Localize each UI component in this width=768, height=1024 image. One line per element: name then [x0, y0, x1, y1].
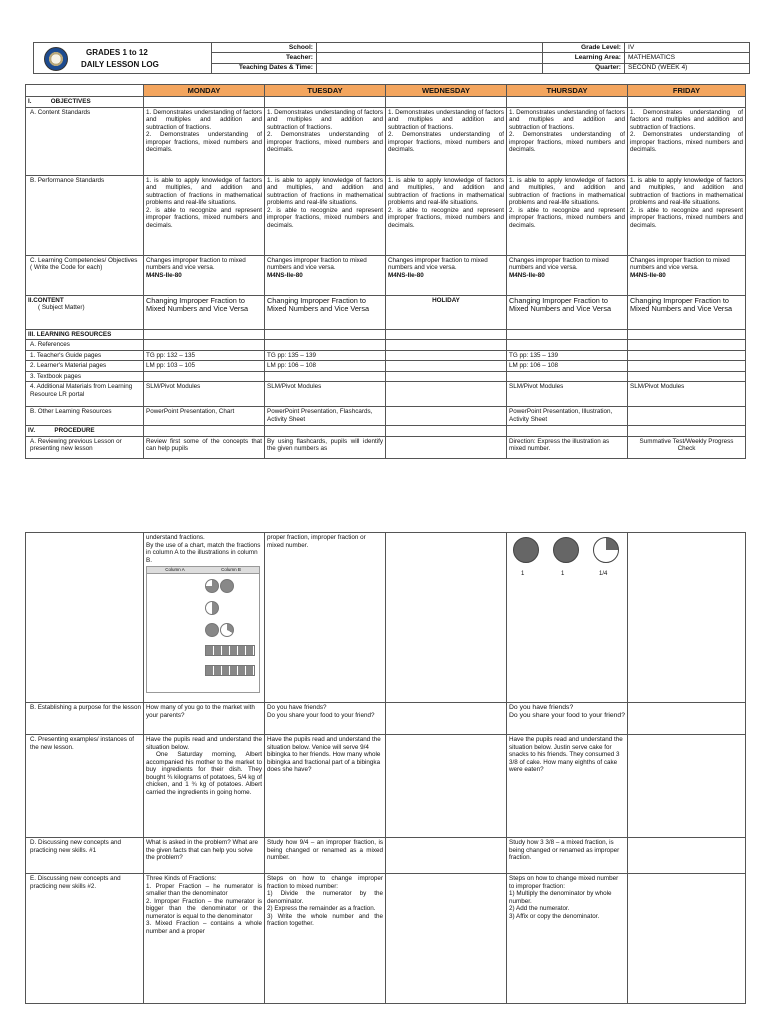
presenting-monday: [144, 735, 265, 838]
review-mon-text-2: By the use of a chart, match the fractions in column A to the illustrations in column B.: [146, 541, 261, 564]
tg-label: 1. Teacher's Guide pages: [26, 350, 144, 361]
pie-illustration: [220, 579, 234, 593]
chart-item: [205, 601, 255, 623]
cell: [386, 371, 507, 382]
review-cont-wednesday: [386, 533, 507, 703]
purpose-tue-2: Do you share your food to your friend?: [267, 711, 375, 719]
tg-friday: [628, 350, 746, 361]
teacher-field[interactable]: [317, 53, 543, 63]
cs-text-2: 2. Demonstrates understanding of improper fractions, mixed numbers and decimals.: [388, 131, 504, 154]
chart-header: [147, 567, 259, 573]
cell: [265, 340, 386, 351]
presenting-tuesday: Have the pupils read and understand the situation below. Venice will serve 9/4 bibingka to her friends. How many whole bibingka and fractional part of a bibingka does she have?: [265, 735, 386, 838]
illustration-label: 1/4: [599, 571, 608, 577]
ps-text-1: 1. is able to apply knowledge of factors and multiples, and addition and subtraction of fractions in mathematical problems and real-life situations.: [267, 176, 383, 207]
other-tuesday: PowerPoint Presentation, Flashcards, Activity Sheet: [265, 407, 386, 426]
chart-item: [205, 579, 255, 601]
lm-label: 2. Learner's Material pages: [26, 361, 144, 372]
lesson-table-page2: [25, 532, 746, 1004]
day-header-blank: [26, 85, 144, 97]
other-thursday: PowerPoint Presentation, Illustration, Activity Sheet: [507, 407, 628, 426]
discussing2-label: E. Discussing new concepts and practicing new skills #2.: [26, 874, 144, 1004]
day-header-wednesday: WEDNESDAY: [386, 85, 507, 97]
cell: [386, 340, 507, 351]
performance-standards-label: B. Performance Standards: [26, 175, 144, 255]
d2-tue-3: 3) Write the whole number and the fraction together.: [267, 912, 383, 928]
lc-code: M4NS-IIe-80: [630, 271, 666, 279]
d2-thu-0: Steps on how to change mixed number to improper fraction:: [509, 875, 619, 890]
presenting-friday: [628, 735, 746, 838]
lc-text: Changes improper fraction to mixed numbers and vice versa.: [630, 256, 730, 272]
purpose-thu-1: Do you have friends?: [509, 704, 574, 711]
additional-tuesday: SLM/Pivot Modules: [265, 382, 386, 407]
content-standards-wednesday: [386, 107, 507, 175]
d2-tue-0: Steps on how to change improper fraction to mixed number:: [267, 875, 383, 890]
objectives-heading: [26, 97, 144, 108]
presenting-wednesday: [386, 735, 507, 838]
quarter-label: Quarter:: [543, 63, 625, 73]
lc-code: M4NS-IIe-80: [388, 271, 424, 279]
cell: [507, 340, 628, 351]
lm-thursday: LM pp: 106 – 108: [507, 361, 628, 372]
competencies-label: C. Learning Competencies/ Objectives ( Write the Code for each): [26, 255, 144, 295]
dates-label: Teaching Dates & Time:: [212, 63, 317, 73]
illustration-label: 1: [561, 571, 565, 577]
resources-heading: III. LEARNING RESOURCES: [26, 329, 144, 340]
objectives-label: OBJECTIVES: [50, 98, 91, 105]
additional-wednesday: [386, 382, 507, 407]
procedure-heading: [26, 426, 144, 437]
cell: [144, 97, 265, 108]
cs-text-1: 1. Demonstrates understanding of factors and multiples and addition and subtraction of fractions.: [146, 108, 262, 131]
content-tuesday: Changing Improper Fraction to Mixed Numbers and Vice Versa: [265, 295, 386, 329]
content-standards-friday: [628, 107, 746, 175]
cell: [265, 329, 386, 340]
pie-illustration: [205, 579, 219, 593]
bar-illustration: [205, 645, 255, 656]
d2-mon-0: Three Kinds of Fractions:: [146, 875, 217, 882]
discussing1-label: D. Discussing new concepts and practicing new skills. #1: [26, 838, 144, 874]
illustration-label: 1: [521, 571, 525, 577]
discussing1-wednesday: [386, 838, 507, 874]
purpose-monday: How many of you go to the market with your parents?: [144, 703, 265, 735]
cell: [265, 97, 386, 108]
lc-code: M4NS-IIe-80: [509, 271, 545, 279]
cell: [265, 426, 386, 437]
content-thursday: Changing Improper Fraction to Mixed Numbers and Vice Versa: [507, 295, 628, 329]
grade-value[interactable]: IV: [625, 43, 750, 53]
performance-standards-friday: [628, 175, 746, 255]
objectives-num: I.: [28, 98, 32, 105]
cs-text-1: 1. Demonstrates understanding of factors and multiples and addition and subtraction of fractions.: [509, 108, 625, 131]
other-wednesday: [386, 407, 507, 426]
matching-chart-image: [146, 566, 260, 693]
tg-thursday: TG pp: 135 – 139: [507, 350, 628, 361]
textbook-label: 3. Textbook pages: [26, 371, 144, 382]
cell: [144, 371, 265, 382]
ps-text-2: 2. is able to recognize and represent improper fractions, mixed numbers and decimals.: [630, 206, 743, 229]
day-header-tuesday: TUESDAY: [265, 85, 386, 97]
area-label: Learning Area:: [543, 53, 625, 63]
additional-thursday: SLM/Pivot Modules: [507, 382, 628, 407]
lc-code: M4NS-IIe-80: [146, 271, 182, 279]
content-standards-monday: [144, 107, 265, 175]
purpose-friday: [628, 703, 746, 735]
content-monday: Changing Improper Fraction to Mixed Numbers and Vice Versa: [144, 295, 265, 329]
ps-text-2: 2. is able to recognize and represent improper fractions, mixed numbers and decimals.: [146, 206, 262, 229]
cell: [386, 329, 507, 340]
other-friday: [628, 407, 746, 426]
competencies-wednesday: [386, 255, 507, 295]
deped-seal-logo: [44, 47, 68, 71]
discussing1-thursday: Study how 3 3/8 – a mixed fraction, is being changed or renamed as improper fraction.: [507, 838, 628, 874]
review-cont-thursday: [507, 533, 628, 703]
lc-text: Changes improper fraction to mixed numbers and vice versa.: [267, 256, 367, 272]
competencies-tuesday: [265, 255, 386, 295]
lc-text: Changes improper fraction to mixed numbers and vice versa.: [388, 256, 488, 272]
tg-monday: TG pp: 132 – 135: [144, 350, 265, 361]
content-label: II.CONTENT: [28, 296, 64, 304]
cell: [144, 329, 265, 340]
cell: [507, 329, 628, 340]
content-label-cell: [26, 295, 144, 329]
content-standards-thursday: [507, 107, 628, 175]
title-line-2: DAILY LESSON LOG: [81, 60, 159, 69]
purpose-tue-1: Do you have friends?: [267, 704, 327, 711]
pie-illustration: [205, 623, 219, 637]
ps-text-1: 1. is able to apply knowledge of factors and multiples, and addition and subtraction of fractions in mathematical problems and real-life situations.: [388, 176, 504, 207]
day-header-friday: FRIDAY: [628, 85, 746, 97]
cell: [507, 426, 628, 437]
dates-field[interactable]: [317, 63, 543, 73]
discussing1-friday: [628, 838, 746, 874]
lm-tuesday: LM pp: 106 – 108: [265, 361, 386, 372]
discussing1-monday: What is asked in the problem? What are the given facts that can help you solve the problem?: [144, 838, 265, 874]
chart-item: [205, 623, 255, 645]
cell: [628, 340, 746, 351]
cell: [628, 97, 746, 108]
review-cont-label: [26, 533, 144, 703]
performance-standards-monday: [144, 175, 265, 255]
review-thursday: Direction: Express the illustration as mixed number.: [507, 436, 628, 458]
discussing2-friday: [628, 874, 746, 1004]
cell: [507, 97, 628, 108]
ps-text-1: 1. is able to apply knowledge of factors and multiples, and addition and subtraction of fractions in mathematical problems and real-life situations.: [630, 176, 743, 207]
whole-circle-illustration: [553, 537, 579, 563]
d2-tue-1: 1) Divide the numerator by the denominator.: [267, 890, 383, 905]
lm-wednesday: [386, 361, 507, 372]
day-header-thursday: THURSDAY: [507, 85, 628, 97]
cs-text-2: 2. Demonstrates understanding of improper fractions, mixed numbers and decimals.: [509, 131, 625, 154]
title-line-1: GRADES 1 to 12: [86, 48, 148, 57]
lm-monday: LM pp: 103 – 105: [144, 361, 265, 372]
ps-text-2: 2. is able to recognize and represent improper fractions, mixed numbers and decimals.: [388, 206, 504, 229]
d2-thu-2: 2) Add the numerator.: [509, 905, 570, 913]
review-cont-monday: [144, 533, 265, 703]
performance-standards-wednesday: [386, 175, 507, 255]
cell: [507, 371, 628, 382]
presenting-thursday: Have the pupils read and understand the situation below. Justin serve cake for snacks to his friends. They consumed 3 3/8 of cake. How many eighths of cake were eaten?: [507, 735, 628, 838]
header-block: [33, 42, 749, 76]
school-label: School:: [212, 43, 317, 53]
content-friday: Changing Improper Fraction to Mixed Numbers and Vice Versa: [628, 295, 746, 329]
d2-thu-1: 1) Multiply the denominator by whole number.: [509, 890, 612, 905]
area-value[interactable]: MATHEMATICS: [625, 53, 750, 63]
competencies-thursday: [507, 255, 628, 295]
review-mon-text-1: understand fractions.: [146, 534, 205, 541]
purpose-thursday: [507, 703, 628, 735]
chart-col-a: Column A: [165, 567, 185, 573]
ps-text-1: 1. is able to apply knowledge of factors and multiples, and addition and subtraction of fractions in mathematical problems and real-life situations.: [146, 176, 262, 207]
title-cell: [34, 43, 212, 74]
review-wednesday: [386, 436, 507, 458]
whole-circle-illustration: [513, 537, 539, 563]
lm-friday: [628, 361, 746, 372]
content-wednesday: HOLIDAY: [386, 295, 507, 329]
chart-illustrations: [205, 579, 255, 685]
procedure-num: IV.: [28, 427, 36, 435]
cell: [386, 426, 507, 437]
cell: [628, 426, 746, 437]
other-resources-label: B. Other Learning Resources: [26, 407, 144, 426]
discussing2-thursday: [507, 874, 628, 1004]
lc-code: M4NS-IIe-80: [267, 271, 303, 279]
other-monday: PowerPoint Presentation, Chart: [144, 407, 265, 426]
chart-item: [205, 645, 255, 665]
chart-col-b: Column B: [221, 567, 241, 573]
procedure-label: PROCEDURE: [54, 427, 95, 435]
lc-text: Changes improper fraction to mixed numbers and vice versa.: [146, 256, 246, 272]
cell: [628, 371, 746, 382]
presenting-mon-1: Have the pupils read and understand the situation below.: [146, 736, 262, 751]
content-sub: ( Subject Matter): [38, 304, 85, 312]
cell: [144, 426, 265, 437]
d2-thu-3: 3) Affix or copy the denominator.: [509, 912, 600, 920]
additional-monday: SLM/Pivot Modules: [144, 382, 265, 407]
ps-text-2: 2. is able to recognize and represent improper fractions, mixed numbers and decimals.: [267, 206, 383, 229]
school-field[interactable]: [317, 43, 543, 53]
competencies-monday: [144, 255, 265, 295]
d2-tue-2: 2) Express the remainder as a fraction.: [267, 905, 376, 913]
d2-mon-2: 2. Improper Fraction – the numerator is bigger than the denominator or the numerator is equal to the denominator: [146, 897, 262, 920]
pie-illustration: [220, 623, 234, 637]
additional-label: 4. Additional Materials from Learning Resource LR portal: [26, 382, 144, 407]
presenting-label: C. Presenting examples/ instances of the new lesson.: [26, 735, 144, 838]
bar-illustration: [205, 665, 255, 676]
lesson-table-page1: [25, 84, 746, 459]
additional-friday: SLM/Pivot Modules: [628, 382, 746, 407]
discussing1-tuesday: Study how 9/4 – an improper fraction, is being changed or renamed as a mixed number.: [265, 838, 386, 874]
performance-standards-thursday: [507, 175, 628, 255]
cs-text-2: 2. Demonstrates understanding of improper fractions, mixed numbers and decimals.: [630, 131, 743, 154]
review-label: A. Reviewing previous Lesson or presenting new lesson: [26, 436, 144, 458]
discussing2-tuesday: [265, 874, 386, 1004]
content-standards-label: A. Content Standards: [26, 107, 144, 175]
grade-label: Grade Level:: [543, 43, 625, 53]
header-table: [33, 42, 750, 74]
quarter-circle-illustration: [593, 537, 619, 563]
purpose-thu-2: Do you share your food to your friend?: [509, 712, 625, 720]
review-friday: Summative Test/Weekly Progress Check: [628, 436, 746, 458]
competencies-friday: [628, 255, 746, 295]
purpose-label: B. Establishing a purpose for the lesson: [26, 703, 144, 735]
performance-standards-tuesday: [265, 175, 386, 255]
ps-text-1: 1. is able to apply knowledge of factors and multiples, and addition and subtraction of fractions in mathematical problems and real-life situations.: [509, 176, 625, 207]
cell: [144, 340, 265, 351]
content-standards-tuesday: [265, 107, 386, 175]
purpose-tuesday: [265, 703, 386, 735]
cell: [265, 371, 386, 382]
cs-text-2: 2. Demonstrates understanding of improper fractions, mixed numbers and decimals.: [146, 131, 262, 154]
cell: [628, 329, 746, 340]
d2-mon-3: 3. Mixed Fraction – contains a whole number and a proper: [146, 920, 262, 935]
cs-text-2: 2. Demonstrates understanding of improper fractions, mixed numbers and decimals.: [267, 131, 383, 154]
discussing2-monday: [144, 874, 265, 1004]
purpose-wednesday: [386, 703, 507, 735]
chart-item: [205, 665, 255, 685]
cs-text-1: 1. Demonstrates understanding of factors and multiples and addition and subtraction of fractions.: [630, 108, 743, 131]
tg-tuesday: TG pp: 135 – 139: [265, 350, 386, 361]
teacher-label: Teacher:: [212, 53, 317, 63]
d2-mon-1: 1. Proper Fraction – he numerator is smaller than the denominator: [146, 882, 262, 898]
ps-text-2: 2. is able to recognize and represent improper fractions, mixed numbers and decimals.: [509, 206, 625, 229]
presenting-mon-2: One Saturday morning, Albert accompanied his mother to the market to buy ingredients for their dish. They bought ¾ kilograms of potatoes, 5/4 kg of chicken, and 1 ¾ kg of potatoes. Albert carried the ingredients in going home.: [146, 751, 262, 796]
cs-text-1: 1. Demonstrates understanding of factors and multiples and addition and subtraction of fractions.: [267, 108, 383, 131]
cell: [386, 97, 507, 108]
day-header-monday: MONDAY: [144, 85, 265, 97]
review-cont-friday: [628, 533, 746, 703]
review-tuesday: By using flashcards, pupils will identify the given numbers as: [265, 436, 386, 458]
cs-text-1: 1. Demonstrates understanding of factors and multiples and addition and subtraction of fractions.: [388, 108, 504, 131]
lc-text: Changes improper fraction to mixed numbers and vice versa.: [509, 256, 609, 272]
review-monday: Review first some of the concepts that can help pupils: [144, 436, 265, 458]
references-label: A. References: [26, 340, 144, 351]
discussing2-wednesday: [386, 874, 507, 1004]
review-cont-tuesday: proper fraction, improper fraction or mixed number.: [265, 533, 386, 703]
pie-illustration: [205, 601, 219, 615]
quarter-value[interactable]: SECOND (WEEK 4): [625, 63, 750, 73]
tg-wednesday: [386, 350, 507, 361]
